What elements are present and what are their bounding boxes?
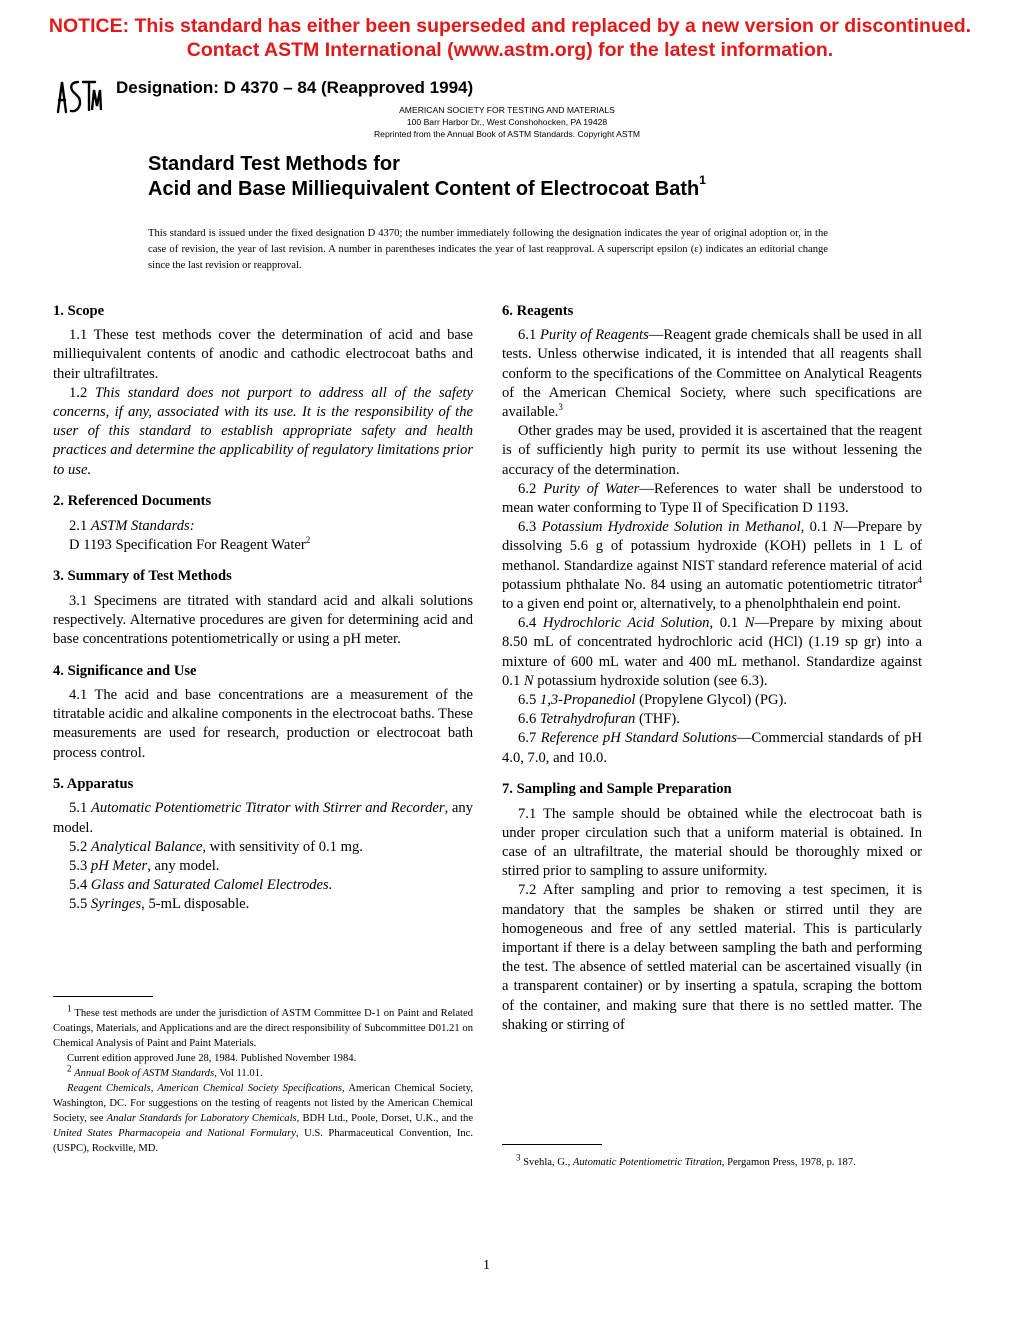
paragraph-7-1: 7.1 The sample should be obtained while the electrocoat bath is under proper circulation such that a uniform material is obtained. In case of an ultrafiltrate, the material should be thoroughly mixed or stirred prior to sampling to assure uniformity. <box>502 805 922 880</box>
footnote-text: , Vol 11.01. <box>214 1068 263 1079</box>
item-name: Syringes <box>90 896 142 913</box>
footnote-title: Automatic Potentiometric Titration <box>572 1157 722 1168</box>
item-name: Tetrahydrofuran <box>539 711 636 728</box>
paragraph-number: 6.6 <box>518 711 537 728</box>
paragraph-2-1 <box>53 517 473 536</box>
paragraph-1-2 <box>53 384 473 480</box>
footnote-marker: 2 <box>67 1063 72 1074</box>
paragraph-number: 6.3 <box>518 519 537 536</box>
paragraph-text: —Prepare by dissolving 5.6 g of potassium hydroxide (KOH) pellets in 1 L of methanol. Standardize against NIST standard reference material of acid potassium phthalate No. 84 using an automatic potentiometric titrator <box>502 519 923 593</box>
item-text: , with sensitivity of 0.1 mg. <box>202 838 363 855</box>
section-heading-scope: 1. Scope <box>53 303 105 319</box>
paragraph-6-6 <box>502 710 922 729</box>
footnote-marker: 3 <box>558 402 563 413</box>
paragraph-6-1b: Other grades may be used, provided it is ascertained that the reagent is of sufficiently high purity to permit its use without lessening the accuracy of the determination. <box>502 423 922 478</box>
paragraph-number: 6.7 <box>518 730 537 747</box>
item-name: Glass and Saturated Calomel Electrodes. <box>90 877 333 894</box>
footnote-marker: 3 <box>516 1152 521 1163</box>
footnote-rule <box>53 996 153 997</box>
paragraph-number: 2.1 <box>69 517 88 534</box>
footnote-rule <box>502 1144 602 1145</box>
issuance-note: This standard is issued under the fixed designation D 4370; the number immediately following the designation indicates the year of original adoption or, in the case of revision, the year of last revision. A number in parentheses indicates the year of last reapproval. A superscript epsilon (ε) indicates an editorial change since the last revision or reapproval. <box>148 228 828 271</box>
paragraph-3-1: 3.1 Specimens are titrated with standard acid and alkali solutions respectively. Alternative procedures are given for determining acid and base concentrations potentiometrically or using a pH meter. <box>53 592 473 648</box>
paragraph-text: (THF). <box>635 711 680 728</box>
item-name: Reference pH Standard Solutions <box>540 730 737 747</box>
paragraph-6-2 <box>502 480 922 518</box>
footnote-text: Svehla, G., <box>520 1157 573 1168</box>
apparatus-item <box>53 799 473 837</box>
title-line-1: Standard Test Methods for <box>148 153 400 175</box>
item-number: 5.5 <box>69 896 88 913</box>
paragraph-6-3 <box>502 518 922 614</box>
section-heading-apparatus: 5. Apparatus <box>53 776 134 793</box>
footnote-3 <box>53 1081 473 1156</box>
reference-text: D 1193 Specification For Reagent Water <box>69 536 306 553</box>
apparatus-item <box>53 857 473 876</box>
document-title <box>148 152 706 202</box>
astm-standards-label: ASTM Standards: <box>90 517 195 534</box>
paragraph-number: 6.2 <box>518 480 537 497</box>
item-number: 5.2 <box>69 838 88 855</box>
paragraph-text: (Propylene Glycol) (PG). <box>635 692 788 709</box>
publisher-block <box>340 104 674 140</box>
section-heading-significance: 4. Significance and Use <box>53 662 197 679</box>
publisher-name: AMERICAN SOCIETY FOR TESTING AND MATERIALS <box>399 105 615 115</box>
reference-d1193 <box>53 536 473 555</box>
footnotes-right <box>502 1152 922 1170</box>
item-text: , any model. <box>147 858 220 875</box>
paragraph-text: —Reagent grade chemicals shall be used in all tests. Unless otherwise indicated, it is intended that all reagents shall conform to the specifications of the Committee on Analytical Reagents of the American Chemical Society, where such specifications are available. <box>502 327 923 421</box>
designation: Designation: D 4370 – 84 (Reapproved 1994) <box>116 78 474 97</box>
footnote-1 <box>53 1003 473 1051</box>
notice-line-1: NOTICE: This standard has either been superseded and replaced by a new version or discontinued. <box>48 15 972 37</box>
paragraph-6-4 <box>502 614 922 691</box>
title-line-2-text: Acid and Base Milliequivalent Content of Electrocoat Bath <box>148 178 700 200</box>
paragraph-text: to a given end point or, alternatively, to a phenolphthalein end point. <box>502 596 901 613</box>
footnote-title: Analar Standards for Laboratory Chemicals <box>106 1113 297 1124</box>
publisher-address: 100 Barr Harbor Dr., West Conshohocken, PA 19428 <box>406 117 608 127</box>
item-number: 5.4 <box>69 877 88 894</box>
section-heading-reagents: 6. Reagents <box>502 303 574 319</box>
item-name: Hydrochloric Acid Solution <box>542 615 710 632</box>
footnote-text: , BDH Ltd., Poole, Dorset, U.K., and the <box>296 1113 474 1124</box>
paragraph-4-1: 4.1 The acid and base concentrations are a measurement of the titratable acidic and alkaline components in the electrocoat baths. These measurements are used for research, production or electrocoat bath process control. <box>53 686 473 761</box>
paragraph-text: —Commercial standards of pH 4.0, 7.0, and 10.0. <box>502 730 922 766</box>
title-footnote-marker: 1 <box>699 173 706 188</box>
paragraph-number: 6.5 <box>518 692 537 709</box>
section-heading-sampling: 7. Sampling and Sample Preparation <box>502 781 732 798</box>
publisher-reprint: Reprinted from the Annual Book of ASTM Standards. Copyright ASTM <box>373 129 641 139</box>
item-name: Purity of Water <box>543 480 640 497</box>
notice-banner <box>0 14 1020 62</box>
paragraph-text: —Prepare by mixing about 8.50 mL of concentrated hydrochloric acid (HCl) (1.19 sp gr) into a mixture of 600 mL water and 400 mL methanol. Standardize against 0.1 <box>502 615 922 689</box>
paragraph-number: 6.4 <box>518 615 537 632</box>
item-name: pH Meter <box>90 858 148 875</box>
apparatus-item <box>53 838 473 857</box>
title-line-2 <box>148 173 706 202</box>
item-number: 5.3 <box>69 858 88 875</box>
astm-logo-icon <box>52 76 102 116</box>
concentration: , 0.1 <box>800 519 828 536</box>
notice-line-2: Contact ASTM International (www.astm.org) for the latest information. <box>186 39 834 61</box>
footnote-text: These test methods are under the jurisdiction of ASTM Committee D-1 on Paint and Related Coatings, Materials, and Applications and are the direct responsibility of Subcommittee D01.21 on Chemical Analysis of Paint and Paint Materials. <box>53 1008 473 1049</box>
footnote-title: Reagent Chemicals, American Chemical Society Specifications <box>67 1083 343 1094</box>
footnote-svehla <box>502 1152 922 1170</box>
footnote-1b: Current edition approved June 28, 1984. Published November 1984. <box>67 1053 357 1064</box>
paragraph-6-1 <box>502 326 922 422</box>
normality: N <box>833 519 843 536</box>
left-column <box>53 302 473 915</box>
footnote-text: , American Chemical Society, Washington, DC. For suggestions on the testing of reagents not listed by the American Chemical Society, see <box>53 1083 473 1124</box>
footnote-title: Annual Book of ASTM Standards <box>74 1068 215 1079</box>
paragraph-text: —References to water shall be understood to mean water conforming to Type II of Specification D 1193. <box>502 480 922 517</box>
footnote-marker: 2 <box>305 534 311 545</box>
right-column <box>502 302 922 1035</box>
item-text: , 5-mL disposable. <box>141 896 250 913</box>
safety-caveat: This standard does not purport to address all of the safety concerns, if any, associated with its use. It is the responsibility of the user of this standard to establish appropriate safety and health practices and determine the applicability of regulatory limitations prior to use. <box>53 384 473 478</box>
paragraph-6-5 <box>502 691 922 710</box>
item-name: 1,3-Propanediol <box>539 692 636 709</box>
paragraph-number: 6.1 <box>518 327 537 344</box>
section-heading-referenced: 2. Referenced Documents <box>53 493 212 510</box>
footnote-title: United States Pharmacopeia and National Formulary <box>53 1128 296 1139</box>
section-heading-summary: 3. Summary of Test Methods <box>53 568 232 585</box>
footnote-text: , U.S. Pharmaceutical Convention, Inc. (USPC), Rockville, MD. <box>53 1128 473 1154</box>
astm-logo <box>52 76 102 114</box>
footnote-2 <box>53 1063 473 1081</box>
paragraph-6-7 <box>502 729 922 767</box>
item-name: Analytical Balance <box>90 838 203 855</box>
footnotes-left <box>53 1003 474 1156</box>
footnote-marker: 4 <box>917 574 922 585</box>
footnote-text: , Pergamon Press, 1978, p. 187. <box>721 1157 856 1168</box>
paragraph-1-1: 1.1 These test methods cover the determination of acid and base milliequivalent contents of anodic and cathodic electrocoat baths and their ultrafiltrates. <box>53 327 473 382</box>
apparatus-item <box>53 876 473 895</box>
normality: N <box>744 615 755 632</box>
item-name: Automatic Potentiometric Titrator with Stirrer and Recorder <box>90 800 445 817</box>
page-number: 1 <box>483 1258 490 1273</box>
item-name: Potassium Hydroxide Solution in Methanol <box>541 519 801 536</box>
footnote-marker: 1 <box>67 1003 72 1014</box>
paragraph-7-2: 7.2 After sampling and prior to removing a test specimen, it is mandatory that the samples be shaken or stirred until they are homogeneous and free of any settled material. This is particularly important if there is a delay between sampling the bath and performing the test. The absence of settled material can be ascertained visually (in a transparent container) or by inserting a spatula, scraping the bottom of the container, and making sure that there is no settled matter. The shaking or stirring of <box>502 882 922 1033</box>
paragraph-text: potassium hydroxide solution (see 6.3). <box>533 672 768 689</box>
item-text: , any model. <box>53 800 473 836</box>
normality: N <box>523 672 534 689</box>
concentration: , 0.1 <box>709 615 739 632</box>
item-name: Purity of Reagents <box>539 327 649 344</box>
paragraph-number: 1.2 <box>69 384 88 401</box>
item-number: 5.1 <box>69 800 88 817</box>
apparatus-item <box>53 895 473 914</box>
